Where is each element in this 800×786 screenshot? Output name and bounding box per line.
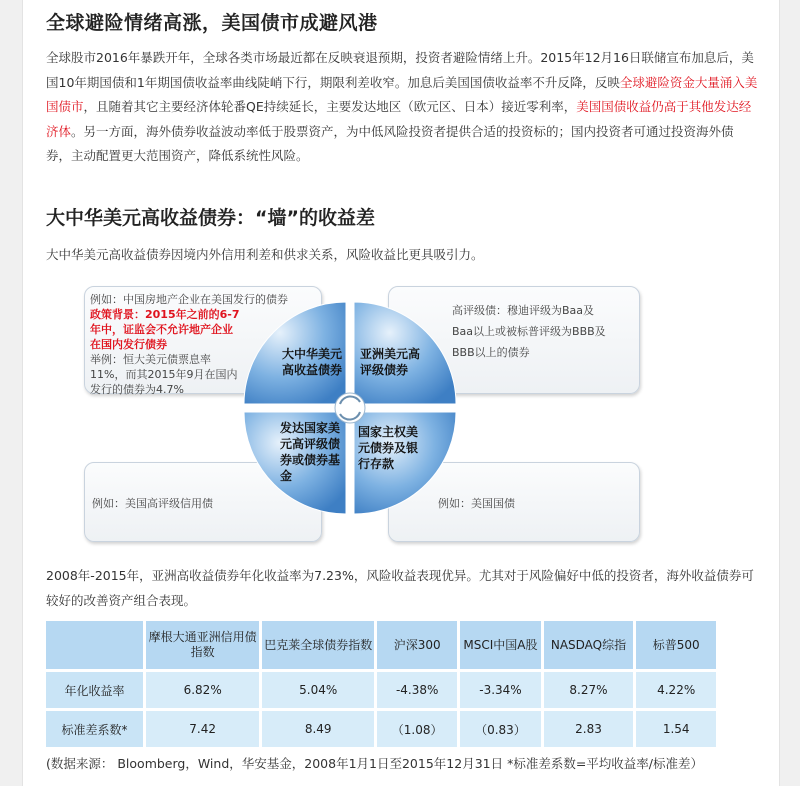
note-policy: 政策背景：2015年之前的6-7年中，证监会不允许地产企业在国内发行债券 bbox=[90, 308, 240, 351]
note-bottom-right: 例如：美国国债 bbox=[438, 497, 515, 510]
quadrant-label-2: 亚洲美元高评级债券 bbox=[360, 347, 421, 377]
note-top-right: 高评级债：穆迪评级为Baa及Baa以上或被标普评级为BBB及BBB以上的债券 bbox=[452, 304, 606, 359]
table-row-label: 年化收益率 bbox=[46, 671, 144, 710]
para-text: 。另一方面，海外债券收益波动率低于股票资产，为中低风险投资者提供合适的投资标的；国内投资者可通过投资海外债券，主动配置更大范围资产，降低系统性风险。 bbox=[46, 123, 734, 163]
table-cell: 1.54 bbox=[635, 710, 718, 749]
quadrant-label-4: 国家主权美元债券及银行存款 bbox=[358, 425, 419, 471]
quadrant-label-1: 大中华美元高收益债券 bbox=[282, 347, 343, 377]
section3-paragraph: 2008年-2015年，亚洲高收益债券年化收益率为7.23%，风险收益表现优异。尤其对于风险偏好中低的投资者，海外收益债券可较好的改善资产组合表现。 bbox=[46, 568, 754, 608]
table-cell: 7.42 bbox=[144, 710, 261, 749]
section2-intro: 大中华美元高收益债券因境内外信用利差和供求关系，风险收益比更具吸引力。 bbox=[46, 247, 484, 262]
table-cell-negative: （1.08） bbox=[376, 710, 459, 749]
section2-title: 大中华美元高收益债券：“墙”的收益差 bbox=[46, 207, 375, 229]
table-header-cell: 巴克莱全球债券指数 bbox=[261, 621, 376, 671]
cycle-hub bbox=[335, 393, 365, 423]
table-cell: 4.22% bbox=[635, 671, 718, 710]
table-cell: -4.38% bbox=[376, 671, 459, 710]
table-header-cell bbox=[46, 621, 144, 671]
table-cell: 8.49 bbox=[261, 710, 376, 749]
section1-title: 全球避险情绪高涨，美国债市成避风港 bbox=[46, 12, 378, 34]
table-cell: 5.04% bbox=[261, 671, 376, 710]
table-row bbox=[46, 710, 718, 749]
returns-table bbox=[46, 621, 719, 750]
table-row bbox=[46, 671, 718, 710]
table-header-cell: 摩根大通亚洲信用债指数 bbox=[144, 621, 261, 671]
para-highlight: 美国国债收益仍高于其他发达经济体 bbox=[46, 99, 752, 139]
table-header-row bbox=[46, 621, 718, 671]
table-cell-negative: （0.83） bbox=[459, 710, 542, 749]
table-cell: 6.82% bbox=[144, 671, 261, 710]
table-header-cell: 标普500 bbox=[635, 621, 718, 671]
note-instance: 举例：恒大美元债票息率11%，而其2015年9月在国内发行的债券为4.7% bbox=[90, 353, 238, 396]
table-cell: -3.34% bbox=[459, 671, 542, 710]
quadrant-circle bbox=[240, 296, 460, 516]
data-source-note: (数据来源： Bloomberg，Wind，华安基金，2008年1月1日至2015年12月31日 *标准差系数=平均收益率/标准差） bbox=[46, 756, 704, 771]
table-header-cell: 沪深300 bbox=[376, 621, 459, 671]
para-text: 全球股市2016年暴跌开年，全球各类市场最近都在反映衰退预期，投资者避险情绪上升。2015年12月16日联储宣布加息后，美国10年期国债和1年期国债收益率曲线陡峭下行，期限利差收窄。加息后美国国债收益率不升反降，反映 bbox=[46, 50, 754, 90]
table-header-cell: NASDAQ综指 bbox=[542, 621, 635, 671]
para-text: ，且随着其它主要经济体轮番QE持续延长，主要发达地区（欧元区、日本）接近零利率， bbox=[83, 99, 577, 114]
table-row-label: 标准差系数* bbox=[46, 710, 144, 749]
note-example: 例如：中国房地产企业在美国发行的债券 bbox=[90, 293, 288, 306]
quadrant-label-3: 发达国家美元高评级债券或债券基金 bbox=[280, 421, 341, 483]
section1-paragraph bbox=[46, 46, 758, 169]
para-highlight: 全球避险资金大量涌入美国债市 bbox=[46, 74, 758, 114]
table-cell: 8.27% bbox=[542, 671, 635, 710]
table-cell: 2.83 bbox=[542, 710, 635, 749]
table-header-cell: MSCI中国A股 bbox=[459, 621, 542, 671]
note-bottom-left: 例如：美国高评级信用债 bbox=[92, 497, 213, 510]
